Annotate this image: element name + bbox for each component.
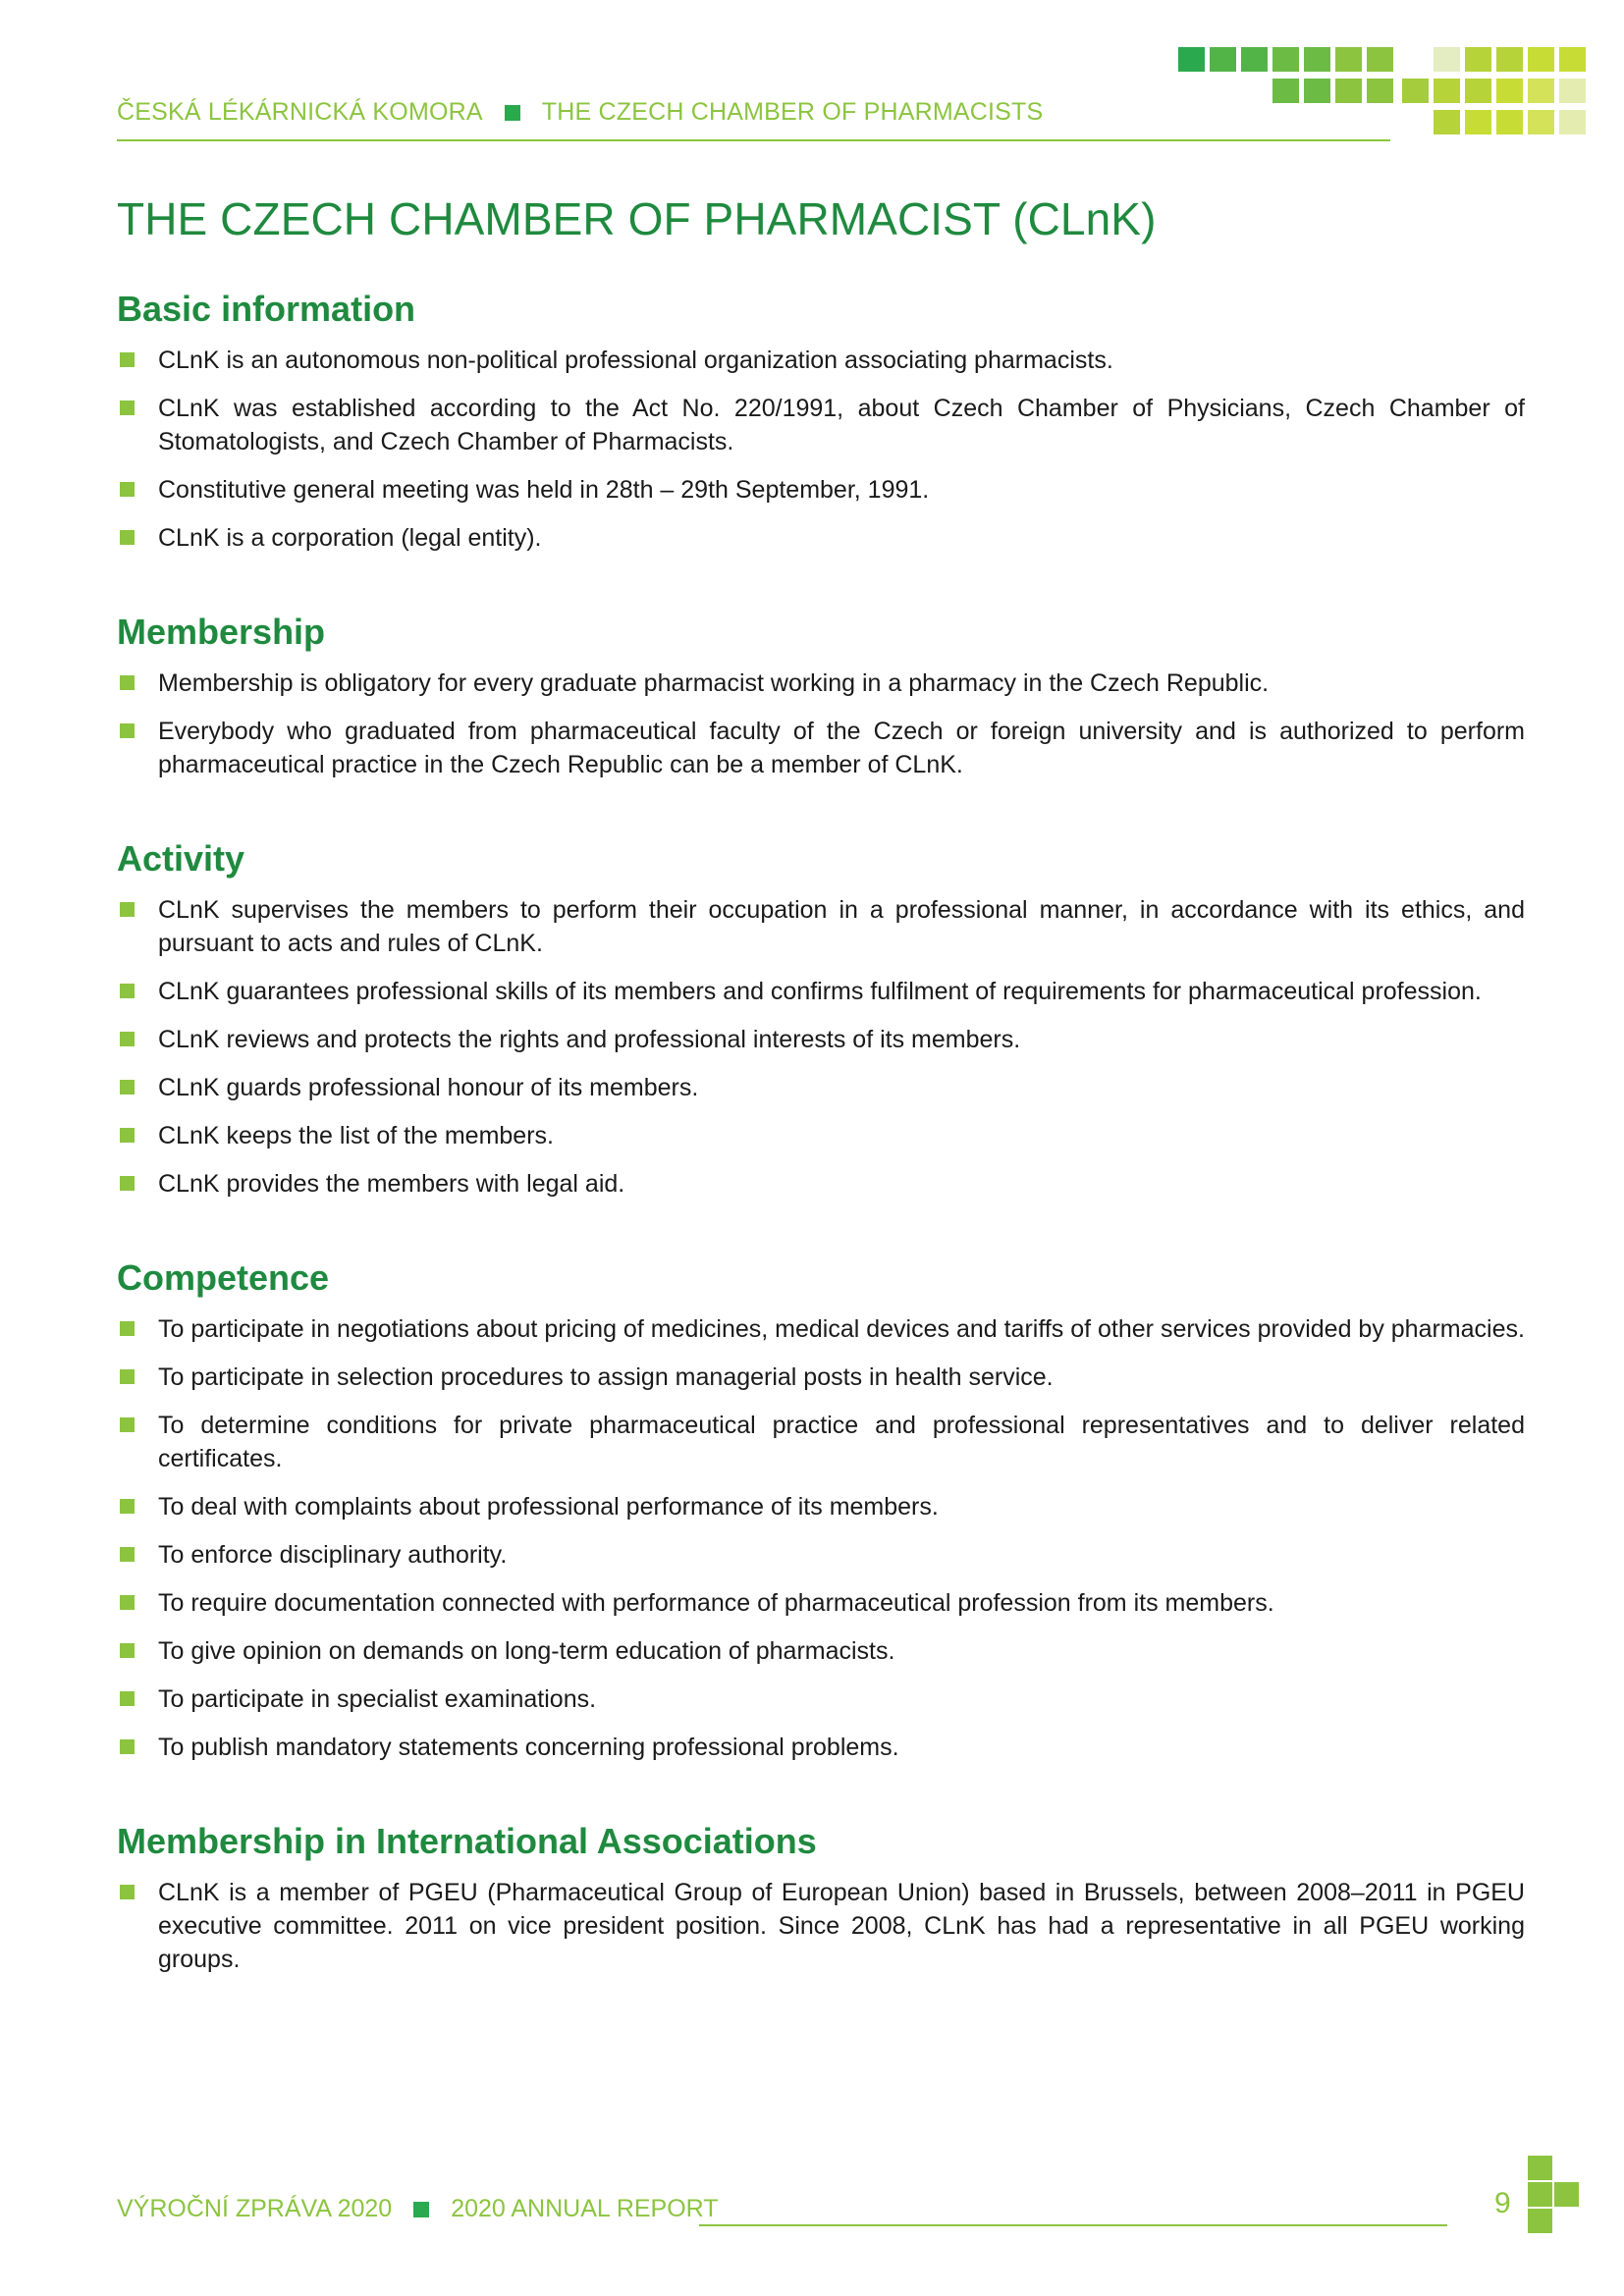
mosaic-tile [1367,79,1393,103]
mosaic-tile [1496,47,1523,72]
main-content [117,192,1525,2033]
mosaic-tile [1559,79,1586,103]
bullet-item: CLnK is a corporation (legal entity). [117,521,1525,555]
bullet-list [117,344,1525,555]
bullet-list [117,667,1525,781]
header-english-name: THE CZECH CHAMBER OF PHARMACISTS [541,98,1044,126]
bullet-item: CLnK is a member of PGEU (Pharmaceutical Group of European Union) based in Brussels, between 2008–2011 in PGEU executive committee. 2011 on vice president position. Since 2008, CLnK has had a representative in all PGEU working groups. [117,1876,1525,1976]
bullet-item: Membership is obligatory for every graduate pharmacist working in a pharmacy in the Czech Republic. [117,667,1525,700]
bullet-item: CLnK is an autonomous non-political professional organization associating pharmacists. [117,344,1525,377]
bullet-list [117,893,1525,1201]
mosaic-tile [1367,47,1393,72]
mosaic-tile [1465,47,1491,72]
header-mosaic-decoration [1178,47,1591,145]
bullet-list [117,1312,1525,1764]
mosaic-tile [1465,79,1491,103]
mosaic-tile [1304,47,1330,72]
page-number: 9 [1494,2187,1511,2219]
bullet-item: CLnK provides the members with legal aid. [117,1167,1525,1201]
mosaic-tile [1559,110,1586,134]
mosaic-tile [1465,110,1491,134]
running-footer [117,2195,719,2223]
page-title: THE CZECH CHAMBER OF PHARMACIST (CLnK) [117,193,1157,244]
mosaic-tile [1496,79,1523,103]
mosaic-tile [1434,47,1460,72]
section [117,1257,1525,1764]
mosaic-tile [1434,79,1460,103]
section-title: Membership [117,612,326,652]
mosaic-tile [1272,79,1299,103]
section-title: Basic information [117,289,416,329]
bullet-item: CLnK supervises the members to perform their occupation in a professional manner, in accordance with its ethics, and pursuant to acts and rules of CLnK. [117,893,1525,960]
footer-czech-title: VÝROČNÍ ZPRÁVA 2020 [117,2195,393,2222]
bullet-item: To participate in selection procedures to assign managerial posts in health service. [117,1361,1525,1394]
section [117,289,1525,555]
section [117,612,1525,781]
bullet-item: To publish mandatory statements concerning professional problems. [117,1731,1525,1764]
header-czech-name: ČESKÁ LÉKÁRNICKÁ KOMORA [117,98,483,126]
mosaic-tile [1434,110,1460,134]
section [117,838,1525,1201]
mosaic-tile [1559,47,1586,72]
bullet-list [117,1876,1525,1976]
bullet-item: Everybody who graduated from pharmaceutical faculty of the Czech or foreign university and is authorized to perform pharmaceutical practice in the Czech Republic can be a member of CLnK. [117,715,1525,781]
running-header [117,98,1043,127]
sections-container [117,289,1525,1976]
section-title: Activity [117,838,245,879]
mosaic-tile [1272,47,1299,72]
bullet-item: CLnK reviews and protects the rights and professional interests of its members. [117,1023,1525,1056]
bullet-item: Constitutive general meeting was held in 28th – 29th September, 1991. [117,473,1525,507]
square-separator-icon [413,2202,429,2217]
square-separator-icon [505,105,520,121]
mosaic-tile [1335,47,1362,72]
mosaic-tile [1528,79,1554,103]
bullet-item: CLnK guards professional honour of its members. [117,1071,1525,1104]
mosaic-tile [1402,79,1429,103]
footer-english-title: 2020 ANNUAL REPORT [451,2195,719,2222]
bullet-item: CLnK keeps the list of the members. [117,1119,1525,1152]
bullet-item: To determine conditions for private pharmaceutical practice and professional representatives and to deliver related certificates. [117,1409,1525,1475]
bullet-item: CLnK guarantees professional skills of its members and confirms fulfilment of requirements for pharmaceutical profession. [117,975,1525,1008]
mosaic-tile [1304,79,1330,103]
bullet-item: CLnK was established according to the Act No. 220/1991, about Czech Chamber of Physicians, Czech Chamber of Stomatologists, and Czech Chamber of Pharmacists. [117,392,1525,458]
mosaic-tile [1528,47,1554,72]
bullet-item: To require documentation connected with performance of pharmaceutical profession from its members. [117,1586,1525,1620]
mosaic-tile [1528,110,1554,134]
section-title: Competence [117,1257,330,1298]
section [117,1821,1525,1976]
mosaic-tile [1178,47,1205,72]
bullet-item: To deal with complaints about professional performance of its members. [117,1490,1525,1523]
mosaic-tile [1241,47,1268,72]
mosaic-tile [1335,79,1362,103]
bullet-item: To participate in specialist examinations. [117,1682,1525,1716]
bullet-item: To give opinion on demands on long-term education of pharmacists. [117,1634,1525,1668]
mosaic-tile [1496,110,1523,134]
bullet-item: To enforce disciplinary authority. [117,1538,1525,1572]
mosaic-tile [1210,47,1236,72]
header-divider [117,139,1390,141]
section-title: Membership in International Associations [117,1821,817,1861]
footer-divider [699,2224,1447,2226]
bullet-item: To participate in negotiations about pricing of medicines, medical devices and tariffs of other services provided by pharmacies. [117,1312,1525,1346]
